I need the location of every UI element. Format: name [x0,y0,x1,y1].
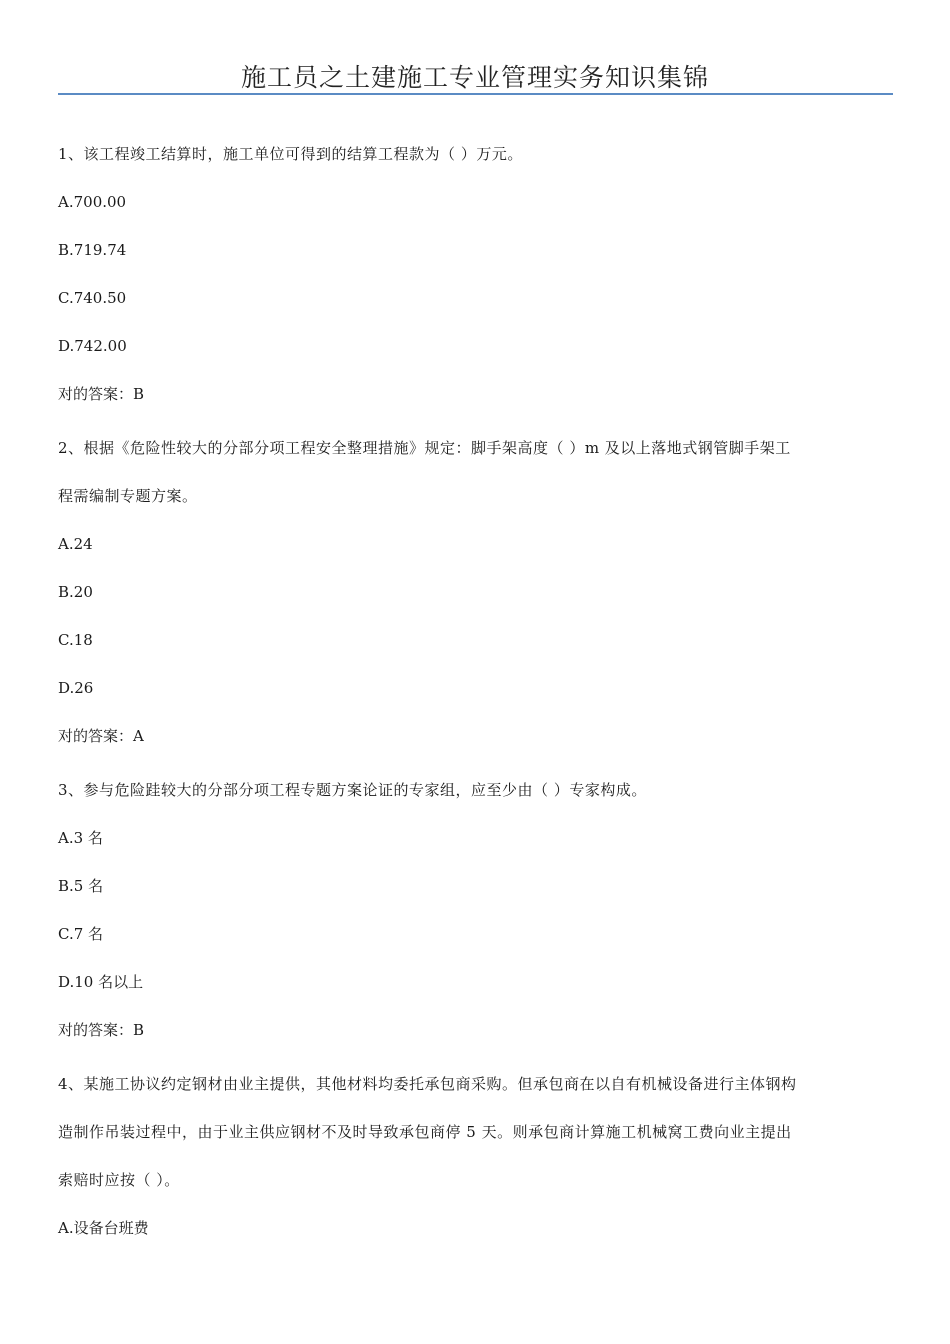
option-c: C.740.50 [58,289,127,307]
question-stem: 3、参与危险跬较大的分部分项工程专题方案论证的专家组，应至少由（ ）专家构成。 [58,781,647,799]
question-stem: 2、根据《危险性较大的分部分项工程安全整理措施》规定：脚手架高度（ ）m 及以上落地式钢管脚手架工 [58,439,791,457]
title-divider [58,93,893,95]
option-c: C.7 名 [58,925,104,943]
option-b: B.20 [58,583,93,601]
question-1 [58,130,893,418]
question-4 [58,1060,893,1252]
option-b: B.5 名 [58,877,104,895]
question-stem-cont: 程需编制专题方案。 [58,487,198,505]
question-list [58,130,893,1252]
question-stem: 4、某施工协议约定钢材由业主提供，其他材料均委托承包商采购。但承包商在以自有机械设备进行主体钢构 [58,1075,797,1093]
answer: 对的答案：A [58,727,144,745]
option-a: A.24 [58,535,93,553]
option-c: C.18 [58,631,93,649]
question-stem-cont: 索赔时应按（ ）。 [58,1171,180,1189]
option-a: A.3 名 [58,829,103,847]
question-2 [58,424,893,760]
option-d: D.26 [58,679,94,697]
answer: 对的答案：B [58,1021,145,1039]
question-stem: 1、该工程竣工结算时，施工单位可得到的结算工程款为（ ）万元。 [58,145,523,163]
option-d: D.742.00 [58,337,127,355]
page-title: 施工员之土建施工专业管理实务知识集锦 [240,63,709,92]
option-b: B.719.74 [58,241,127,259]
option-a: A.700.00 [58,193,127,211]
answer: 对的答案：B [58,385,145,403]
question-stem-cont: 造制作吊装过程中，由于业主供应钢材不及时导致承包商停 5 天。则承包商计算施工机械窝工费向业主提出 [58,1123,792,1141]
question-3 [58,766,893,1054]
option-d: D.10 名以上 [58,973,144,991]
option-a: A.设备台班费 [58,1219,149,1237]
